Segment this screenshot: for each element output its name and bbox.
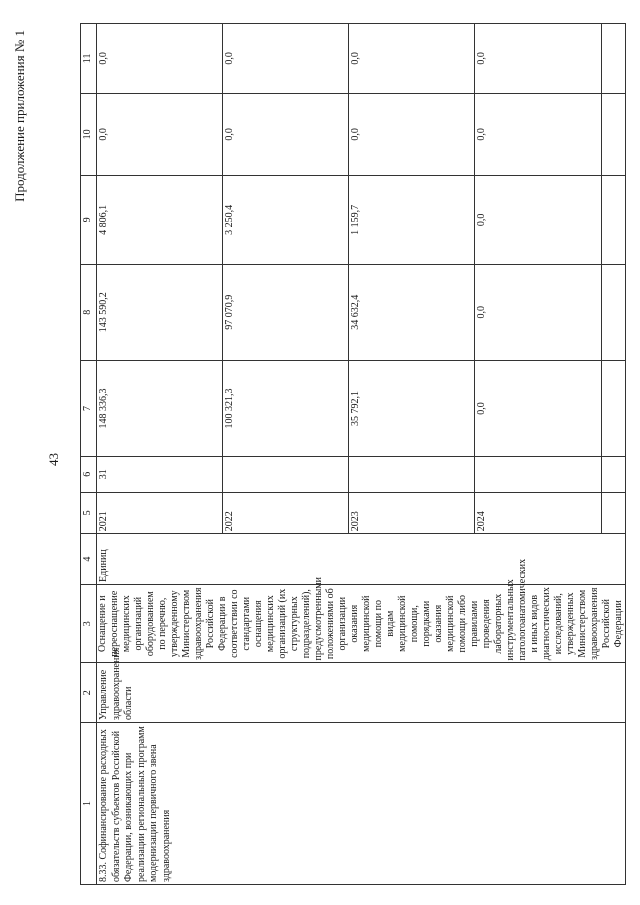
col-header: 2 xyxy=(81,663,97,723)
regional-funding: 3 250,4 xyxy=(223,176,349,265)
empty-cell xyxy=(601,176,625,265)
total-funding: 148 336,3 xyxy=(97,360,223,456)
other-funding: 0,0 xyxy=(349,24,475,94)
col-header: 5 xyxy=(81,492,97,534)
local-funding: 0,0 xyxy=(475,93,601,175)
appendix-heading: Продолжение приложения № 1 xyxy=(12,30,27,202)
target-value xyxy=(223,457,349,492)
col-header: 9 xyxy=(81,176,97,265)
col-header: 1 xyxy=(81,722,97,884)
executor-cell: Управление здравоохранения области xyxy=(97,663,626,723)
empty-cell xyxy=(601,93,625,175)
measure-name: 8.33. Софинансирование расходных обязательств субъектов Российской Федерации, возникающих при реализации региональных программ модернизации первичного звена здравоохранения xyxy=(97,722,626,884)
col-header: 7 xyxy=(81,360,97,456)
other-funding: 0,0 xyxy=(223,24,349,94)
other-funding: 0,0 xyxy=(97,24,223,94)
federal-funding: 0,0 xyxy=(475,264,601,360)
regional-funding: 4 806,1 xyxy=(97,176,223,265)
federal-funding: 97 070,9 xyxy=(223,264,349,360)
target-value xyxy=(475,457,601,492)
other-funding: 0,0 xyxy=(475,24,601,94)
local-funding: 0,0 xyxy=(223,93,349,175)
col-header: 6 xyxy=(81,457,97,492)
year-cell: 2023 xyxy=(349,492,475,534)
unit-cell: Единиц xyxy=(97,534,626,585)
col-header: 10 xyxy=(81,93,97,175)
empty-cell xyxy=(601,492,625,534)
page-number: 43 xyxy=(46,453,61,466)
col-header: 4 xyxy=(81,534,97,585)
empty-cell xyxy=(601,24,625,94)
program-table xyxy=(80,23,626,885)
empty-cell xyxy=(601,264,625,360)
local-funding: 0,0 xyxy=(97,93,223,175)
total-funding: 0,0 xyxy=(475,360,601,456)
year-cell: 2024 xyxy=(475,492,601,534)
regional-funding: 1 159,7 xyxy=(349,176,475,265)
col-header: 8 xyxy=(81,264,97,360)
indicator-cell: Оснащение и переоснащение медицинских организаций оборудованием по перечню, утвержденному Министерством здравоохранения Российской Федерации в соответствии со стандартами оснащения медицинских организаций (их структурных подразделений), предусмотренными положениями об организации оказания медицинской помощи по видам медицинской помощи, порядками оказания медицинской помощи либо правилами проведения лабораторных инструментальных патологоанатомических и иных видов диагностических исследований, утвержденных Министерством здравоохранения Российской Федерации xyxy=(97,584,626,663)
regional-funding: 0,0 xyxy=(475,176,601,265)
table-row-2021 xyxy=(97,24,223,885)
total-funding: 35 792,1 xyxy=(349,360,475,456)
total-funding: 100 321,3 xyxy=(223,360,349,456)
local-funding: 0,0 xyxy=(349,93,475,175)
empty-cell xyxy=(601,360,625,456)
federal-funding: 143 590,2 xyxy=(97,264,223,360)
federal-funding: 34 632,4 xyxy=(349,264,475,360)
target-value: 31 xyxy=(97,457,223,492)
year-cell: 2021 xyxy=(97,492,223,534)
target-value xyxy=(349,457,475,492)
col-header: 11 xyxy=(81,24,97,94)
empty-cell xyxy=(601,457,625,492)
year-cell: 2022 xyxy=(223,492,349,534)
column-number-row xyxy=(81,24,97,885)
col-header: 3 xyxy=(81,584,97,663)
